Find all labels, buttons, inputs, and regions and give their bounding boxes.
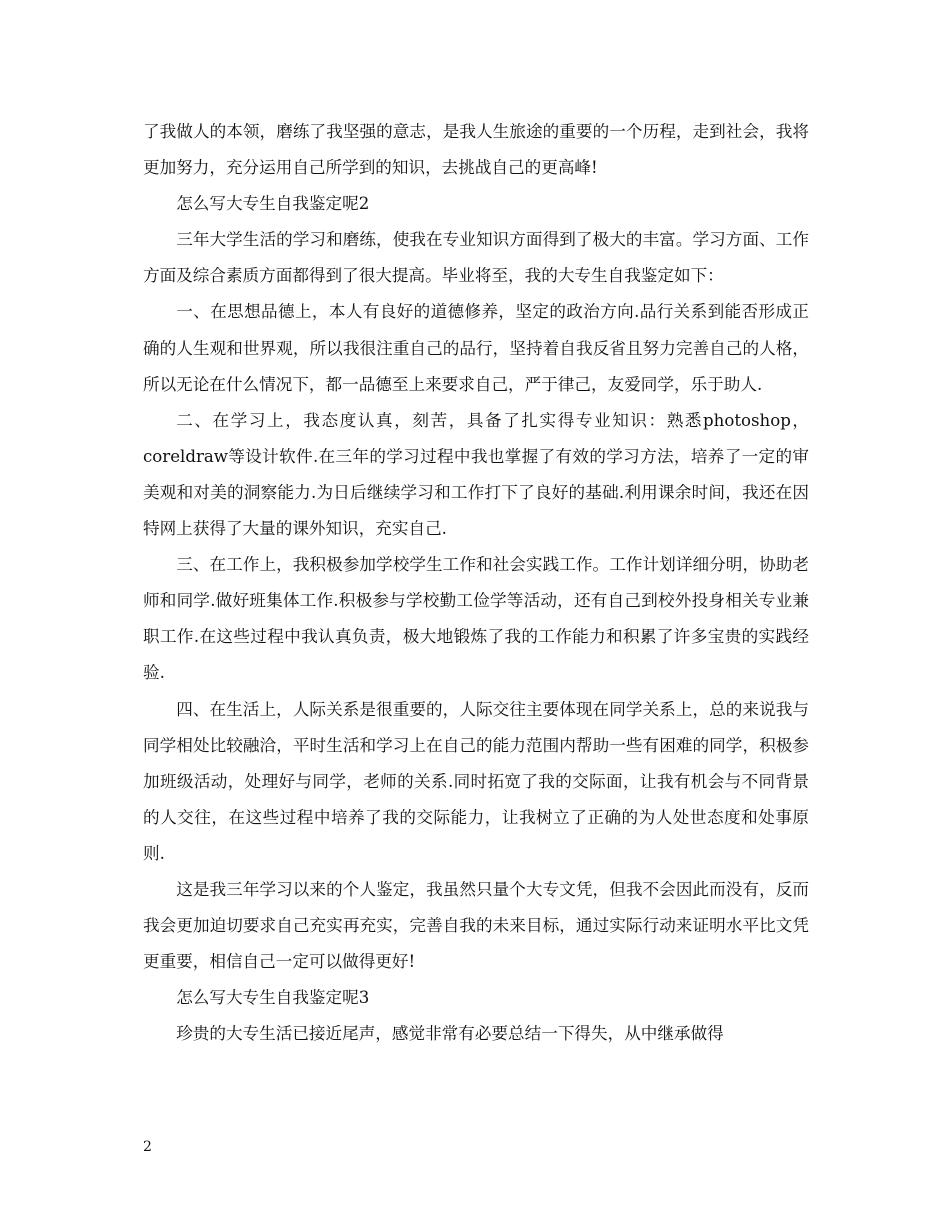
section-heading-2: 怎么写大专生自我鉴定呢2 (176, 194, 370, 214)
paragraph-summary: 这是我三年学习以来的个人鉴定，我虽然只量个大专文凭，但我不会因此而没有，反而我会更加迫切要求自己充实再充实，完善自我的未来目标，通过实际行动来证明水平比文凭更重要，相信自己一定可以做得更好! (143, 879, 809, 972)
paragraph-work: 三、在工作上，我积极参加学校学生工作和社会实践工作。工作计划详细分明，协助老师和同学.做好班集体工作.积极参与学校勤工俭学等活动，还有自己到校外投身相关专业兼职工作.在这些过程中我认真负责，极大地锻炼了我的工作能力和积累了许多宝贵的实践经验. (143, 555, 809, 683)
page-number: 2 (143, 1139, 152, 1155)
paragraph-study: 二、在学习上，我态度认真，刻苦，具备了扎实得专业知识：熟悉photoshop，coreldraw等设计软件.在三年的学习过程中我也掌握了有效的学习方法，培养了一定的审美观和对美的洞察能力.为日后继续学习和工作打下了良好的基础.利用课余时间，我还在因特网上获得了大量的课外知识，充实自己. (143, 410, 809, 539)
paragraph-moral: 一、在思想品德上，本人有良好的道德修养，坚定的政治方向.品行关系到能否形成正确的人生观和世界观，所以我很注重自己的品行，坚持着自我反省且努力完善自己的人格，所以无论在什么情况下，都一品德至上来要求自己，严于律己，友爱同学，乐于助人. (143, 302, 809, 394)
paragraph-life: 四、在生活上，人际关系是很重要的，人际交往主要体现在同学关系上，总的来说我与同学相处比较融洽，平时生活和学习上在自己的能力范围内帮助一些有困难的同学，积极参加班级活动，处理好与同学，老师的关系.同时拓宽了我的交际面，让我有机会与不同背景的人交往，在这些过程中培养了我的交际能力，让我树立了正确的为人处世态度和处事原则. (143, 699, 809, 863)
paragraph-closing: 珍贵的大专生活已接近尾声，感觉非常有必要总结一下得失，从中继承做得 (176, 1024, 724, 1044)
section-heading-3: 怎么写大专生自我鉴定呢3 (176, 988, 370, 1008)
body-text (143, 114, 809, 1052)
paragraph-1: 了我做人的本领，磨练了我坚强的意志，是我人生旅途的重要的一个历程，走到社会，我将更加努力，充分运用自己所学到的知识，去挑战自己的更高峰! (143, 122, 809, 178)
paragraph-intro: 三年大学生活的学习和磨练，使我在专业知识方面得到了极大的丰富。学习方面、工作方面及综合素质方面都得到了很大提高。毕业将至，我的大专生自我鉴定如下： (143, 230, 809, 286)
